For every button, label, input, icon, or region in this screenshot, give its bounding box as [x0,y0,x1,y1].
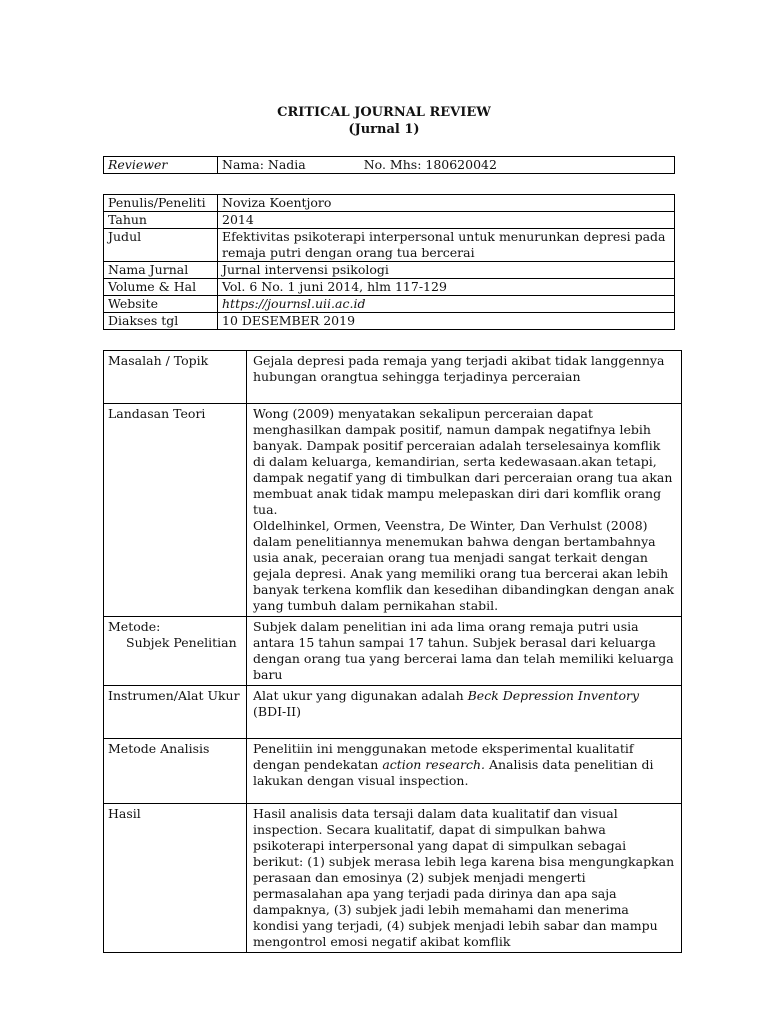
instrument-label: Instrumen/Alat Ukur [104,686,247,739]
metadata-row [104,262,675,279]
review-row [104,739,682,804]
website-link[interactable]: https://journsl.uii.ac.id [218,296,675,313]
instrument-text-1: Alat ukur yang digunakan adalah [253,688,468,703]
reviewer-student-number: No. Mhs: 180620042 [363,157,497,172]
journal-name-value: Jurnal intervensi psikologi [218,262,675,279]
document-title: CRITICAL JOURNAL REVIEW [277,105,491,120]
website-label: Website [104,296,218,313]
reviewer-name: Nama: Nadia [222,157,306,172]
title-label: Judul [104,229,218,262]
volume-label: Volume & Hal [104,279,218,296]
journal-metadata-table [103,194,675,330]
analysis-value [247,739,682,804]
subject-label: Subjek Penelitian [126,635,237,650]
volume-value: Vol. 6 No. 1 juni 2014, hlm 117-129 [218,279,675,296]
theory-value [247,404,682,617]
accessed-value: 10 DESEMBER 2019 [218,313,675,330]
metadata-row [104,229,675,262]
theory-paragraph-1: Wong (2009) menyatakan sekalipun perceraian dapat menghasilkan dampak positif, namun dampak negatifnya lebih banyak. Dampak positif perceraian adalah terselesainya komflik di dalam keluarga, kemandirian, serta kedewasaan.akan tetapi, dampak negatif yang di timbulkan dari perceraian orang tua akan membuat anak tidak mampu melepaskan diri dari komflik orang tua. [253,406,673,517]
author-label: Penulis/Peneliti [104,195,218,212]
result-value: Hasil analisis data tersaji dalam data kualitatif dan visual inspection. Secara kualitatif, dapat di simpulkan bahwa psikoterapi interpersonal yang dapat di simpulkan sebagai berikut: (1) subjek merasa lebih lega karena bisa mengungkapkan perasaan dan emosinya (2) subjek menjadi mengerti permasalahan apa yang terjadi pada dirinya dan apa saja dampaknya, (3) subjek jadi lebih memahami dan menerima kondisi yang terjadi, (4) subjek menjadi lebih sabar dan mampu mengontrol emosi negatif akibat komflik [247,804,682,953]
author-value: Noviza Koentjoro [218,195,675,212]
instrument-name: Beck Depression Inventory [467,688,640,703]
document-header [0,104,768,138]
metadata-row [104,313,675,330]
review-row [104,404,682,617]
reviewer-row [104,157,675,174]
title-value: Efektivitas psikoterapi interpersonal untuk menurunkan depresi pada remaja putri dengan orang tua bercerai [218,229,675,262]
theory-label: Landasan Teori [104,404,247,617]
review-table [103,350,682,953]
topic-value: Gejala depresi pada remaja yang terjadi akibat tidak langgennya hubungan orangtua sehingga terjadinya perceraian [247,351,682,404]
metadata-row [104,279,675,296]
theory-paragraph-2: Oldelhinkel, Ormen, Veenstra, De Winter, Dan Verhulst (2008) dalam penelitiannya menemukan bahwa dengan bertambahnya usia anak, peceraian orang tua menjadi sangat terkait dengan gejala depresi. Anak yang memiliki orang tua bercerai akan lebih banyak terkena komflik dan kesedihan dibandingkan dengan anak yang tumbuh dalam pernikahan stabil. [253,518,675,613]
reviewer-info [218,157,675,174]
document-subtitle: (Jurnal 1) [348,122,420,137]
subject-value: Subjek dalam penelitian ini ada lima orang remaja putri usia antara 15 tahun sampai 17 tahun. Subjek berasal dari keluarga dengan orang tua yang bercerai lama dan telah memiliki keluarga baru [247,617,682,686]
reviewer-table [103,156,675,174]
topic-label: Masalah / Topik [104,351,247,404]
analysis-approach: action research. [382,757,485,772]
instrument-text-2: (BDI-II) [253,704,301,719]
year-label: Tahun [104,212,218,229]
result-label: Hasil [104,804,247,953]
year-value: 2014 [218,212,675,229]
method-label: Metode: [108,619,161,634]
review-row [104,686,682,739]
accessed-label: Diakses tgl [104,313,218,330]
analysis-text-1: Penelitiin ini menggunakan metode eksperimental kualitatif dengan pendekatan [253,741,634,772]
review-row [104,351,682,404]
metadata-row [104,296,675,313]
review-row [104,804,682,953]
analysis-label: Metode Analisis [104,739,247,804]
analysis-text-2: Analisis data penelitian di lakukan dengan visual inspection. [253,757,654,788]
instrument-value [247,686,682,739]
metadata-row [104,212,675,229]
metadata-row [104,195,675,212]
reviewer-label: Reviewer [104,157,218,174]
review-row [104,617,682,686]
method-label-cell [104,617,247,686]
journal-name-label: Nama Jurnal [104,262,218,279]
